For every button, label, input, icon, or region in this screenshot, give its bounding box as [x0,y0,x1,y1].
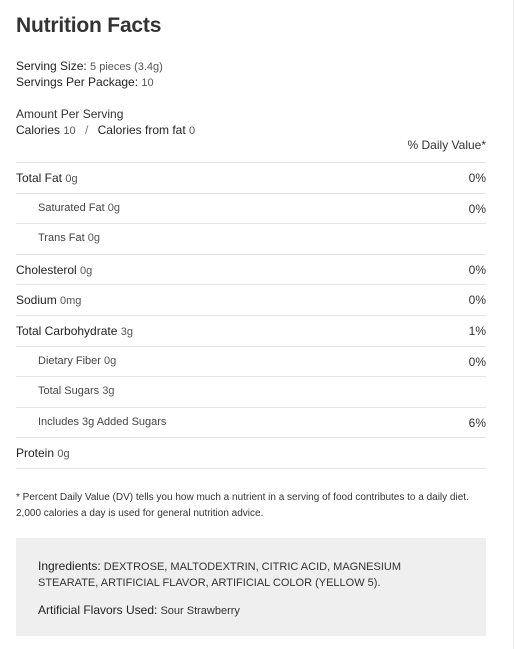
ingredients-line-2: STEARATE, ARTIFICIAL FLAVOR, ARTIFICIAL COLOR (YELLOW 5). [38,577,381,589]
nutrient-row-added-sugars [16,408,486,439]
calories-from-fat-label: Calories from fat [97,123,186,137]
artificial-flavors-value: Sour Strawberry [160,605,240,617]
ingredients-line-1: DEXTROSE, MALTODEXTRIN, CITRIC ACID, MAGNESIUM [103,561,402,573]
nutrient-row-total-carbohydrate [16,316,486,347]
nutrient-name: Dietary Fiber 0g [38,354,117,367]
serving-size-label: Serving Size: [16,59,87,73]
nutrient-row-dietary-fiber [16,347,486,378]
servings-per-package-value: 10 [141,77,154,89]
calories-value: 10 [63,125,76,137]
nutrient-row-protein [16,438,486,469]
nutrient-percent: 0% [468,201,486,216]
ingredients-text [38,558,466,591]
footnote-line-1: * Percent Daily Value (DV) tells you how much a nutrient in a serving of food contributes to a daily diet. [16,492,469,503]
nutrient-name: Total Carbohydrate 3g [16,323,133,338]
nutrient-percent: 0% [468,293,486,308]
ingredients-box [16,538,486,636]
calories-label: Calories [16,123,61,137]
footnote-line-2: 2,000 calories a day is used for general nutrition advice. [16,508,264,519]
calories-separator: / [84,123,89,137]
daily-value-footnote [16,490,486,522]
nutrient-name: Total Fat 0g [16,171,78,185]
nutrient-percent: 6% [468,415,486,430]
nutrient-row-cholesterol [16,255,486,286]
calories-from-fat-value: 0 [189,125,196,137]
nutrient-name: Includes 3g Added Sugars [38,415,167,428]
serving-size-value: 5 pieces (3.4g) [90,61,163,73]
serving-size-line [16,59,163,73]
nutrient-row-total-fat [16,163,486,194]
nutrient-name: Trans Fat 0g [38,232,100,245]
nutrient-table [16,162,486,469]
nutrient-name: Total Sugars 3g [38,385,115,398]
nutrient-row-trans-fat [16,224,486,255]
nutrient-percent: 1% [468,323,486,338]
nutrient-row-saturated-fat [16,194,486,225]
servings-per-package-label: Servings Per Package: [16,75,139,89]
daily-value-header: % Daily Value* [407,138,486,152]
panel-title: Nutrition Facts [16,14,162,37]
artificial-flavors-line [38,603,466,617]
calories-line [16,123,195,137]
nutrient-percent: 0% [468,262,486,277]
nutrient-name: Cholesterol 0g [16,262,93,277]
servings-per-package-line [16,75,154,89]
nutrient-percent: 0% [468,171,486,185]
artificial-flavors-label: Artificial Flavors Used: [38,603,158,617]
nutrient-name: Protein 0g [16,446,70,461]
nutrient-name: Sodium 0mg [16,293,82,308]
nutrient-row-total-sugars [16,377,486,408]
nutrient-percent: 0% [468,354,486,369]
nutrient-name: Saturated Fat 0g [38,201,120,214]
ingredients-label: Ingredients: [38,559,101,573]
nutrient-row-sodium [16,285,486,316]
amount-per-serving-heading: Amount Per Serving [16,107,124,121]
